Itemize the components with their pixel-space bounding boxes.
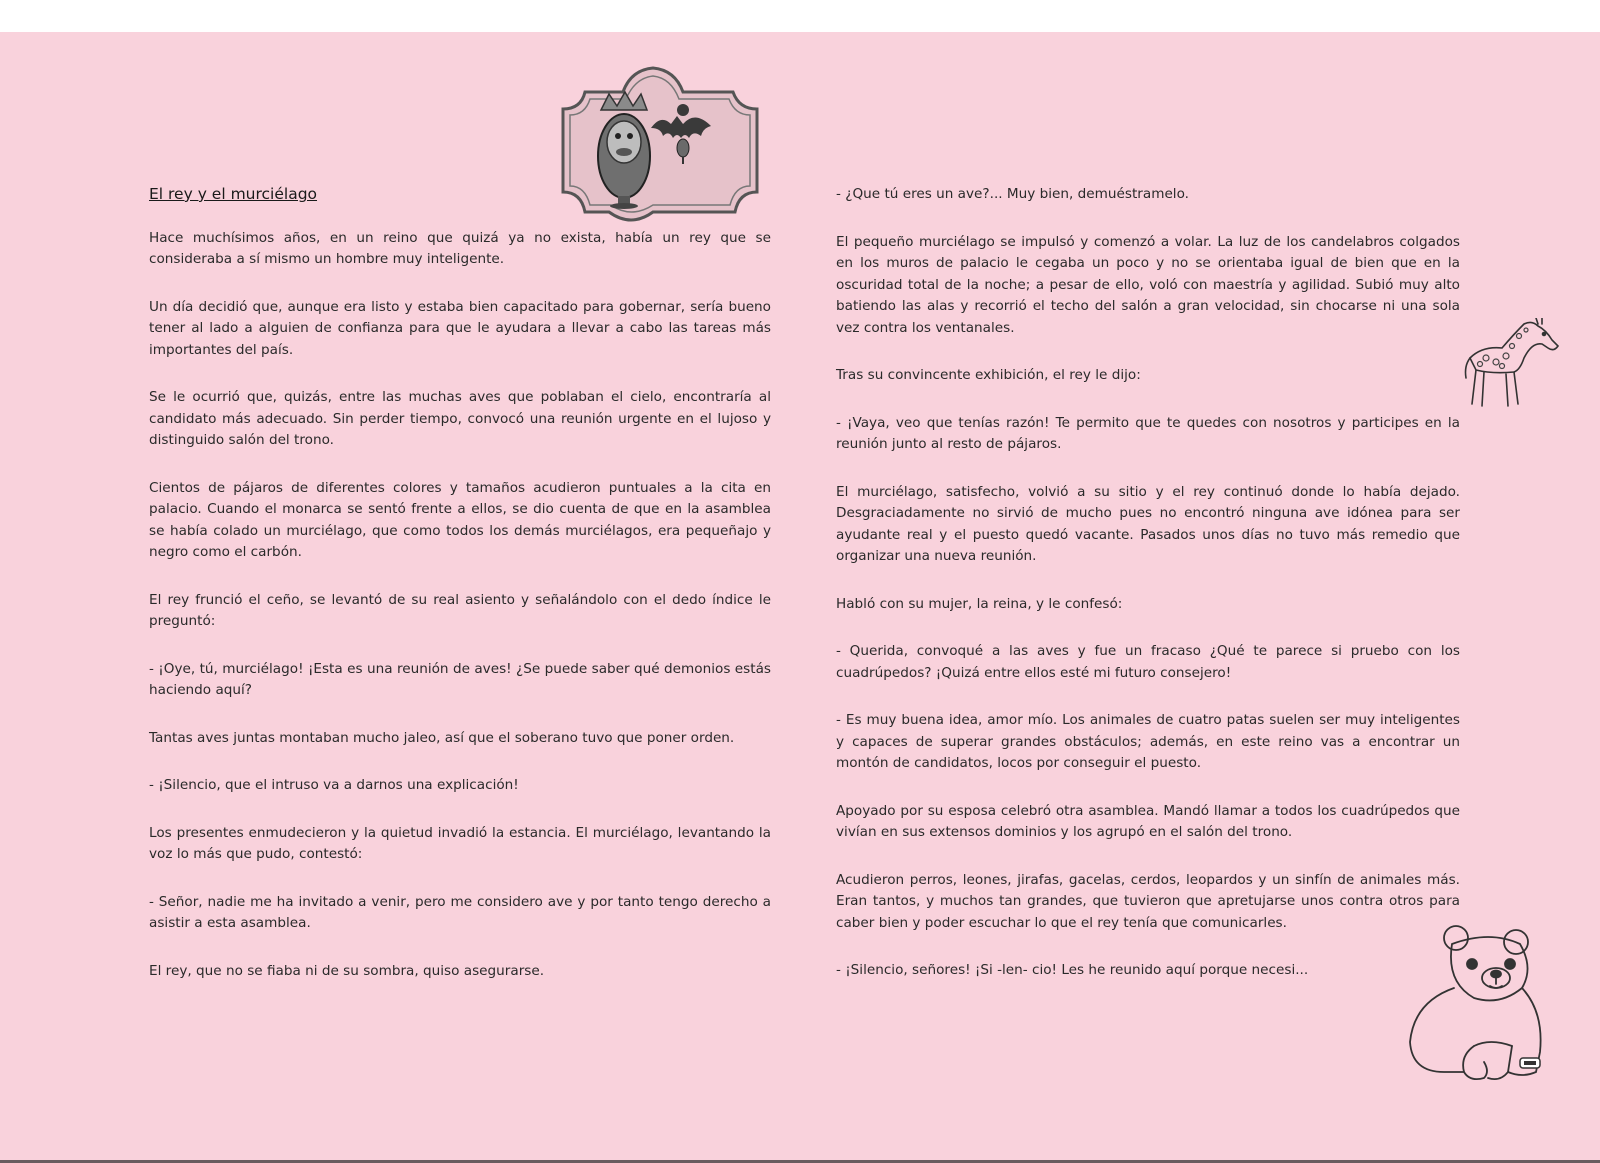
left-paragraph-9: Los presentes enmudecieron y la quietud invadió la estancia. El murciélago, levantando la voz lo más que pudo, contestó: [149,824,771,862]
left-paragraph-8: - ¡Silencio, que el intruso va a darnos una explicación! [149,777,519,793]
left-paragraph-1: Hace muchísimos años, en un reino que quizá ya no exista, había un rey que se consideraba a sí mismo un hombre muy inteligente. [149,229,771,267]
right-paragraph-7: - Querida, convoqué a las aves y fue un fracaso ¿Qué te parece si pruebo con los cuadrúpedos? ¡Quizá entre ellos esté mi futuro consejero! [836,643,1460,681]
right-paragraph-3: Tras su convincente exhibición, el rey le dijo: [836,367,1141,383]
giraffe-drawing-icon [1462,318,1572,414]
left-text-column [149,150,771,1008]
left-paragraph-3: Se le ocurrió que, quizás, entre las muchas aves que poblaban el cielo, encontraría al candidato más adecuado. Sin perder tiempo, convocó una reunión urgente en el lujoso y distinguido salón del trono. [149,389,771,448]
right-paragraph-10: Acudieron perros, leones, jirafas, gacelas, cerdos, leopardos y un sinfín de animales más. Eran tantos, y muchos tan grandes, que tuvieron que apretujarse unos contra otros para caber bien y poder escuchar lo que el rey tenía que comunicarles. [836,871,1460,931]
right-paragraph-6: Habló con su mujer, la reina, y le confesó: [836,595,1123,612]
left-paragraph-2: Un día decidió que, aunque era listo y estaba bien capacitado para gobernar, sería bueno tener al lado a alguien de confianza para que le ayudara a llevar a cabo las tareas más importantes del país. [149,298,771,358]
right-paragraph-4: - ¡Vaya, veo que tenías razón! Te permito que te quedes con nosotros y participes en la reunión junto al resto de pájaros. [836,414,1460,452]
right-paragraph-9: Apoyado por su esposa celebró otra asamblea. Mandó llamar a todos los cuadrúpedos que vivían en sus extensos dominios y los agrupó en el salón del trono. [836,802,1460,840]
left-paragraph-6: - ¡Oye, tú, murciélago! ¡Esta es una reunión de aves! ¿Se puede saber qué demonios estás haciendo aquí? [149,660,771,698]
right-paragraph-5: El murciélago, satisfecho, volvió a su sitio y el rey continuó donde lo había dejado. Desgraciadamente no sirvió de mucho pues no encontró ninguna ave idónea para ser ayudante real y el puesto quedó vacante. Pasados unos días no tuvo más remedio que organizar una nueva reunión. [836,483,1460,564]
right-text-column [836,150,1460,1008]
right-paragraph-2: El pequeño murciélago se impulsó y comenzó a volar. La luz de los candelabros colgados en los muros de palacio le cegaba un poco y no se orientaba igual de bien que en la oscuridad total de la noche; a pesar de ello, voló con maestría y agilidad. Subió muy alto batiendo las alas y recorrió el techo del salón a gran velocidad, sin chocarse ni una sola vez contra los ventanales. [836,233,1460,336]
left-paragraph-7: Tantas aves juntas montaban mucho jaleo, así que el soberano tuvo que poner orden. [149,729,735,746]
right-paragraph-1: - ¿Que tú eres un ave?... Muy bien, demuéstramelo. [836,186,1189,202]
story-title: El rey y el murciélago [149,185,318,203]
left-paragraph-11: El rey, que no se fiaba ni de su sombra, quiso asegurarse. [149,962,545,979]
right-paragraph-8: - Es muy buena idea, amor mío. Los animales de cuatro patas suelen ser muy inteligentes y capaces de superar grandes obstáculos; además, en este reino vas a encontrar un montón de candidatos, locos por conseguir el puesto. [836,712,1460,771]
left-paragraph-5: El rey frunció el ceño, se levantó de su real asiento y señalándolo con el dedo índice le preguntó: [149,591,771,629]
left-paragraph-10: - Señor, nadie me ha invitado a venir, pero me considero ave y por tanto tengo derecho a asistir a esta asamblea. [149,893,771,931]
right-paragraph-11: - ¡Silencio, señores! ¡Si -len- cio! Les he reunido aquí porque necesi... [836,962,1309,978]
left-paragraph-4: Cientos de pájaros de diferentes colores y tamaños acudieron puntuales a la cita en palacio. Cuando el monarca se sentó frente a ellos, se dio cuenta de que en la asamblea se había colado un murciélago, que como todos los demás murciélagos, era pequeñajo y negro como el carbón. [149,479,771,560]
